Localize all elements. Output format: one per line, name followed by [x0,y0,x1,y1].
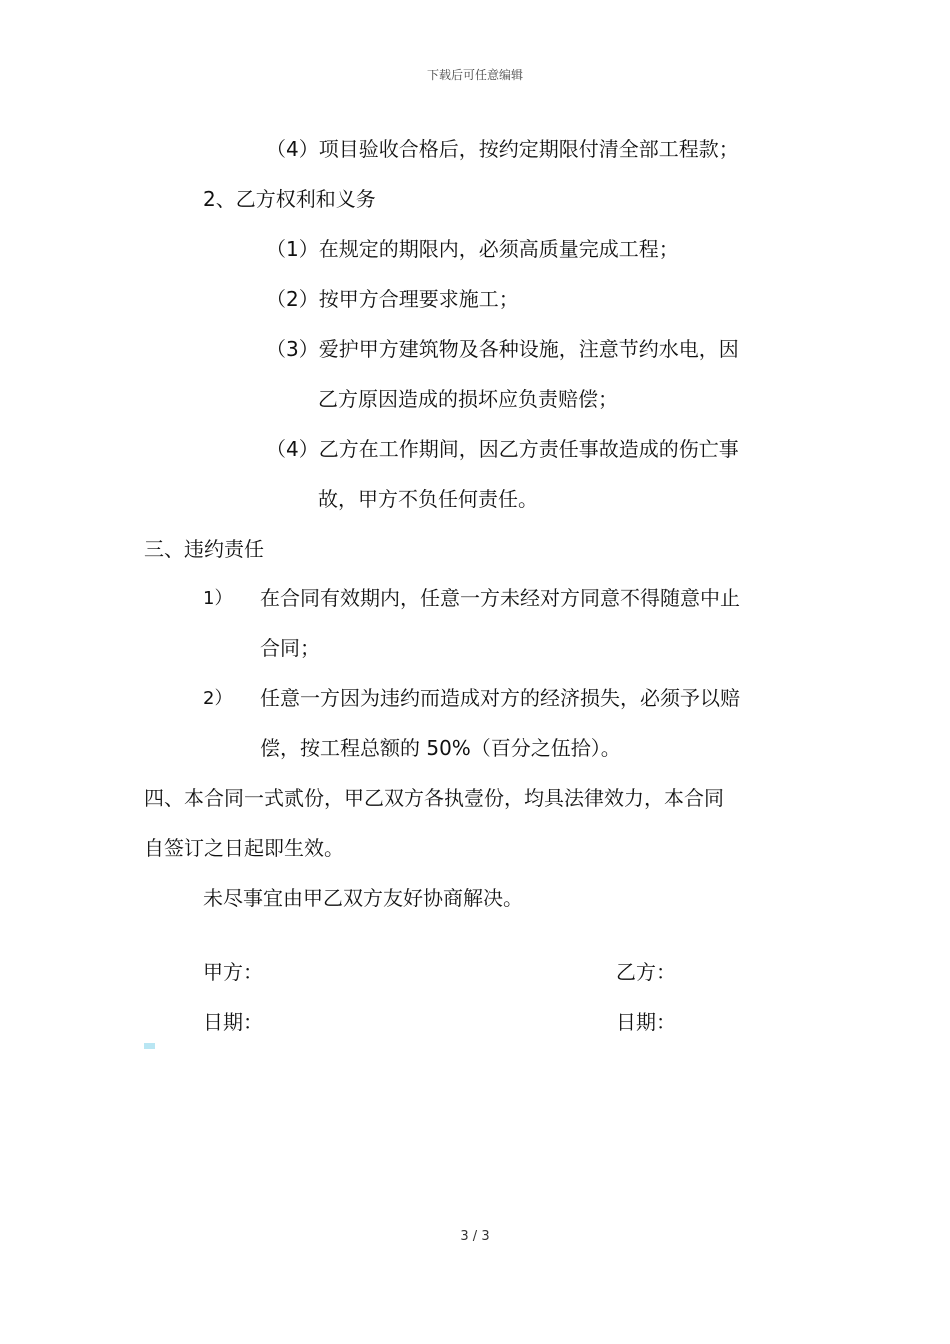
text-cursor-marker [144,1043,155,1049]
breach-item-1-cont: 合同； [260,636,320,660]
closing-note: 未尽事宜由甲乙双方友好协商解决。 [203,886,523,910]
section-party-b-rights: 2、乙方权利和义务 [203,187,376,211]
page-number: 3 / 3 [460,1229,490,1244]
party-a-label: 甲方： [203,960,263,984]
clause-party-b-3: （3）爱护甲方建筑物及各种设施，注意节约水电，因 [266,337,739,361]
date-b-label: 日期： [616,1010,676,1034]
list-number-2: 2） [203,688,233,709]
section-breach-heading: 三、违约责任 [144,537,264,561]
breach-item-2-cont: 偿，按工程总额的 50%（百分之伍拾）。 [260,736,621,760]
breach-item-2: 任意一方因为违约而造成对方的经济损失，必须予以赔 [260,686,740,710]
clause-party-b-1: （1）在规定的期限内，必须高质量完成工程； [266,237,679,261]
clause-party-b-4-cont: 故，甲方不负任何责任。 [318,487,538,511]
date-a-label: 日期： [203,1010,263,1034]
clause-party-b-4: （4）乙方在工作期间，因乙方责任事故造成的伤亡事 [266,437,739,461]
section-copies-cont: 自签订之日起即生效。 [144,836,344,860]
breach-item-1: 在合同有效期内，任意一方未经对方同意不得随意中止 [260,586,740,610]
section-copies: 四、本合同一式贰份，甲乙双方各执壹份，均具法律效力，本合同 [144,786,724,810]
clause-party-b-2: （2）按甲方合理要求施工； [266,287,519,311]
clause-party-b-3-cont: 乙方原因造成的损坏应负责赔偿； [318,387,618,411]
clause-party-a-4: （4）项目验收合格后，按约定期限付清全部工程款； [266,137,739,161]
list-number-1: 1） [203,588,233,609]
party-b-label: 乙方： [616,960,676,984]
page-header: 下载后可任意编辑 [426,68,523,82]
